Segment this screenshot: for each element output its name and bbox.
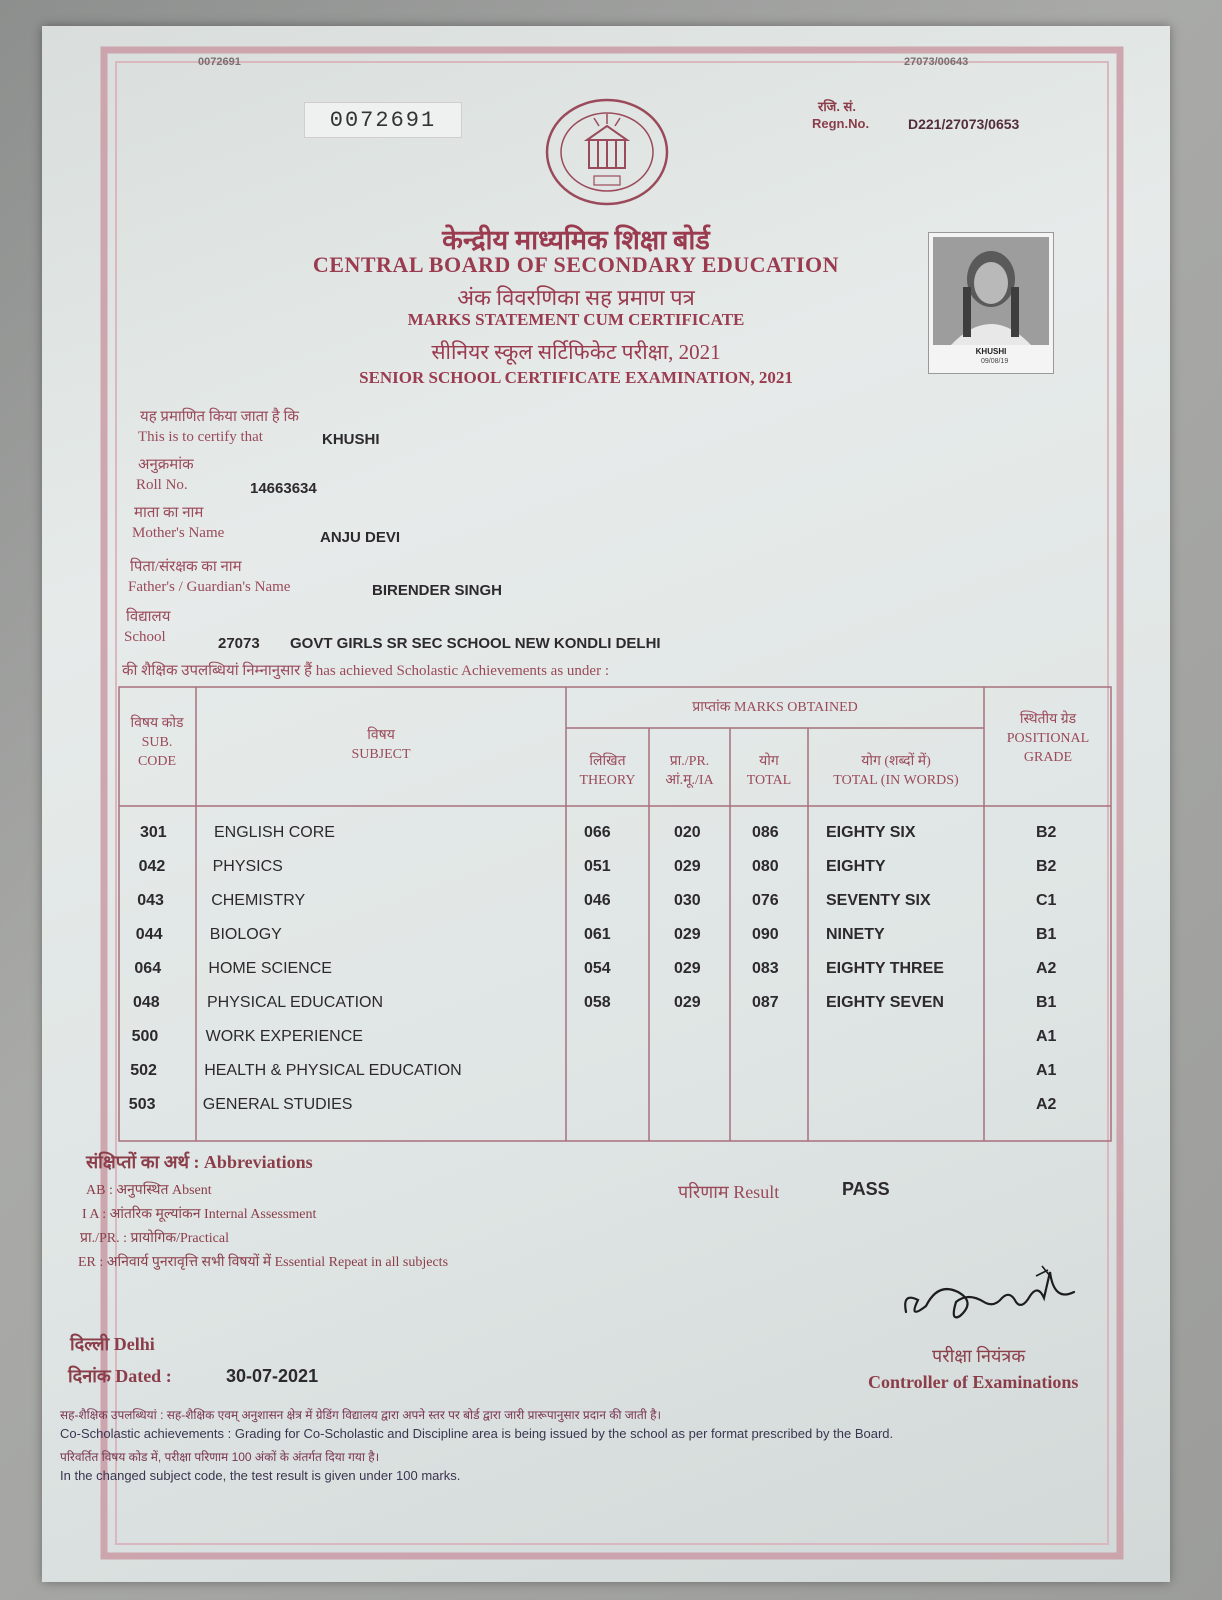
row-grade: B2 — [1036, 824, 1057, 841]
result-label: परिणाम Result — [678, 1182, 780, 1202]
table-row — [118, 1028, 1112, 1058]
achievements-intro: की शैक्षिक उपलब्धियां निम्नानुसार हैं has achieved Scholastic Achievements as under : — [122, 663, 609, 679]
regn-number: D221/27073/0653 — [908, 116, 1020, 132]
serial-number-box: 0072691 — [304, 102, 462, 138]
row-practical: 029 — [674, 858, 701, 875]
regn-label: रजि. सं. Regn.No. — [812, 99, 870, 131]
exam-title-hindi: सीनियर स्कूल सर्टिफिकेट परीक्षा, 2021 — [431, 340, 721, 364]
controller-title: Controller of Examinations — [868, 1372, 1079, 1392]
row-total-words: SEVENTY SIX — [826, 892, 931, 909]
row-grade: A1 — [1036, 1028, 1057, 1045]
row-total: 090 — [752, 926, 779, 943]
certify-label: This is to certify that — [138, 429, 263, 445]
school-label: School — [124, 629, 166, 645]
mother-hindi: माता का नाम — [134, 505, 204, 521]
school-name: GOVT GIRLS SR SEC SCHOOL NEW KONDLI DELHI — [290, 635, 661, 652]
abbreviations-title: संक्षिप्तों का अर्थ : Abbreviations — [86, 1152, 313, 1172]
row-practical: 030 — [674, 892, 701, 909]
certify-hindi: यह प्रमाणित किया जाता है कि — [140, 409, 299, 425]
row-code: 048 — [133, 994, 160, 1011]
row-total-words: EIGHTY THREE — [826, 960, 944, 977]
row-total: 087 — [752, 994, 779, 1011]
row-total: 076 — [752, 892, 779, 909]
row-code: 503 — [128, 1096, 156, 1113]
row-grade: A1 — [1036, 1062, 1057, 1079]
row-subject: CHEMISTRY — [211, 892, 306, 909]
row-theory: 051 — [584, 858, 611, 875]
marks-table — [118, 686, 1112, 1142]
table-row — [118, 858, 1112, 888]
row-grade: B2 — [1036, 858, 1057, 875]
footer-note-1: Co-Scholastic achievements : Grading for Co-Scholastic and Discipline area is being issued by the school as per format prescribed by the Board. — [60, 1426, 894, 1441]
mother-name: ANJU DEVI — [320, 529, 401, 546]
row-grade: A2 — [1036, 1096, 1057, 1113]
row-practical: 029 — [674, 926, 701, 943]
date-label: दिनांक Dated : — [68, 1366, 172, 1386]
board-title: CENTRAL BOARD OF SECONDARY EDUCATION — [312, 252, 840, 277]
father-hindi: पिता/संरक्षक का नाम — [130, 559, 242, 575]
row-theory: 054 — [584, 960, 611, 977]
th-code: विषय कोड SUB. CODE — [130, 716, 184, 769]
row-total-words: EIGHTY — [826, 858, 886, 875]
abbr-absent: AB : अनुपस्थित Absent — [86, 1183, 212, 1198]
abbr-ia: I A : आंतरिक मूल्यांकन Internal Assessment — [82, 1207, 317, 1222]
row-code: 500 — [131, 1028, 159, 1045]
row-grade: C1 — [1036, 892, 1057, 909]
row-practical: 029 — [674, 960, 701, 977]
table-row — [118, 960, 1112, 990]
row-grade: A2 — [1036, 960, 1057, 977]
row-practical: 020 — [674, 824, 701, 841]
row-code: 043 — [137, 892, 164, 909]
place-label: दिल्ली Delhi — [70, 1334, 155, 1354]
row-total-words: NINETY — [826, 926, 885, 943]
row-code: 042 — [138, 858, 166, 875]
mother-label: Mother's Name — [132, 525, 225, 541]
row-grade: B1 — [1036, 994, 1057, 1011]
th-subject: विषय SUBJECT — [351, 728, 411, 762]
cbse-seal-icon — [542, 96, 672, 208]
row-subject: WORK EXPERIENCE — [205, 1028, 363, 1045]
school-code: 27073 — [218, 635, 260, 652]
table-row — [118, 994, 1112, 1024]
row-subject: HOME SCIENCE — [208, 960, 332, 977]
row-code: 301 — [140, 824, 167, 841]
table-row — [118, 926, 1112, 956]
row-code: 044 — [135, 926, 163, 943]
serial-top-left: 0072691 — [198, 56, 241, 68]
father-name: BIRENDER SINGH — [372, 582, 503, 599]
row-code: 064 — [134, 960, 162, 977]
th-grade: स्थितीय ग्रेड POSITIONAL GRADE — [1006, 712, 1090, 765]
controller-hindi: परीक्षा नियंत्रक — [932, 1346, 1026, 1366]
row-subject: ENGLISH CORE — [214, 824, 335, 841]
row-total: 086 — [752, 824, 779, 841]
row-code: 502 — [130, 1062, 157, 1079]
father-label: Father's / Guardian's Name — [128, 579, 291, 595]
row-total: 083 — [752, 960, 779, 977]
table-row — [118, 892, 1112, 922]
row-subject: HEALTH & PHYSICAL EDUCATION — [204, 1062, 462, 1079]
footer-note-hindi-2: परिवर्तित विषय कोड में, परीक्षा परिणाम 100 अंकों के अंतर्गत दिया गया है। — [60, 1450, 380, 1464]
th-marks: प्राप्तांक MARKS OBTAINED — [692, 700, 858, 715]
roll-number: 14663634 — [250, 480, 317, 497]
th-theory: लिखित THEORY — [579, 754, 636, 788]
row-theory: 058 — [584, 994, 611, 1011]
table-row — [118, 1096, 1112, 1126]
row-subject: PHYSICS — [212, 858, 283, 875]
footer-note-2: In the changed subject code, the test result is given under 100 marks. — [60, 1468, 461, 1483]
row-theory: 066 — [584, 824, 611, 841]
footer-note-hindi-1: सह-शैक्षिक उपलब्धियां : सह-शैक्षिक एवम् अनुशासन क्षेत्र में ग्रेडिंग विद्यालय द्वारा अपने स्तर पर बोर्ड द्वारा जारी प्रारूपानुसार प्रदान की जाती है। — [60, 1408, 662, 1422]
photo-name: KHUSHI — [975, 347, 1007, 356]
school-hindi: विद्यालय — [126, 609, 171, 625]
abbr-practical: प्रा./PR. : प्रायोगिक/Practical — [80, 1231, 229, 1246]
issue-date: 30-07-2021 — [226, 1366, 319, 1386]
roll-label: Roll No. — [136, 477, 188, 493]
board-title-hindi: केन्द्रीय माध्यमिक शिक्षा बोर्ड — [442, 225, 710, 255]
th-total-words: योग (शब्दों में) TOTAL (IN WORDS) — [833, 754, 959, 788]
student-photo — [928, 232, 1054, 374]
table-row — [118, 824, 1112, 854]
row-total: 080 — [752, 858, 779, 875]
student-name: KHUSHI — [322, 431, 380, 448]
row-total-words: EIGHTY SIX — [826, 824, 916, 841]
row-theory: 061 — [584, 926, 611, 943]
certificate-title: MARKS STATEMENT CUM CERTIFICATE — [407, 310, 745, 329]
result-value: PASS — [842, 1179, 890, 1199]
row-grade: B1 — [1036, 926, 1057, 943]
photo-date: 09/08/19 — [981, 358, 1009, 365]
exam-title: SENIOR SCHOOL CERTIFICATE EXAMINATION, 2021 — [359, 368, 793, 387]
controller-signature-icon — [898, 1262, 1088, 1332]
serial-top-right: 27073/00643 — [904, 56, 969, 68]
row-practical: 029 — [674, 994, 701, 1011]
certificate-title-hindi: अंक विवरणिका सह प्रमाण पत्र — [457, 285, 695, 310]
student-portrait-icon — [933, 237, 1049, 345]
row-subject: GENERAL STUDIES — [202, 1096, 353, 1113]
abbr-er: ER : अनिवार्य पुनरावृत्ति सभी विषयों में Essential Repeat in all subjects — [78, 1255, 449, 1270]
row-theory: 046 — [584, 892, 611, 909]
row-total-words: EIGHTY SEVEN — [826, 994, 944, 1011]
th-practical: प्रा./PR. आं.मू./IA — [665, 754, 714, 788]
row-subject: BIOLOGY — [209, 926, 282, 943]
th-total: योग TOTAL — [746, 754, 792, 788]
row-subject: PHYSICAL EDUCATION — [207, 994, 384, 1011]
table-row — [118, 1062, 1112, 1092]
roll-hindi: अनुक्रमांक — [138, 457, 194, 473]
marks-certificate — [42, 26, 1170, 1582]
